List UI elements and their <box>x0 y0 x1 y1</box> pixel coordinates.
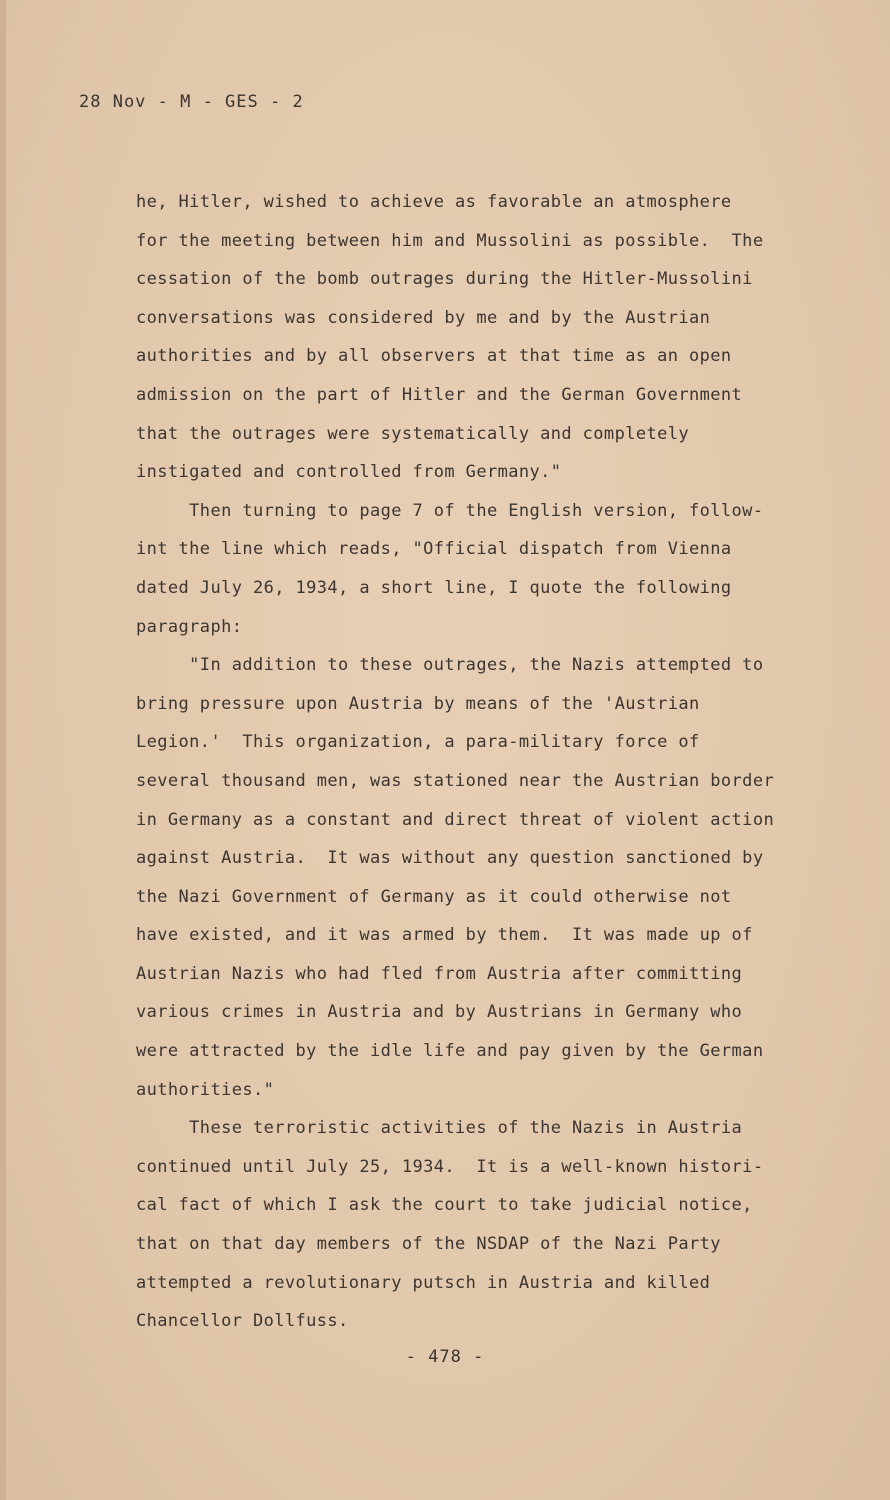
text-line: admission on the part of Hitler and the German Government <box>136 384 743 405</box>
text-line: cessation of the bomb outrages during the Hitler-Mussolini <box>136 269 753 290</box>
text-line: various crimes in Austria and by Austrians in Germany who <box>136 1002 743 1023</box>
text-line: continued until July 25, 1934. It is a well-known histori- <box>136 1156 764 1177</box>
text-line: several thousand men, was stationed near the Austrian border <box>136 770 775 791</box>
text-line: int the line which reads, "Official dispatch from Vienna <box>136 539 732 560</box>
text-line: Austrian Nazis who had fled from Austria after committing <box>136 963 743 984</box>
text-line: authorities and by all observers at that time as an open <box>136 346 732 367</box>
text-line: have existed, and it was armed by them. It was made up of <box>136 925 753 946</box>
page-edge <box>0 0 6 1500</box>
text-line: Then turning to page 7 of the English version, follow- <box>136 500 764 521</box>
text-line: authorities." <box>136 1079 275 1100</box>
text-line: Legion.' This organization, a para-military force of <box>136 732 700 753</box>
text-line: that on that day members of the NSDAP of the Nazi Party <box>136 1234 721 1255</box>
text-line: against Austria. It was without any question sanctioned by <box>136 848 764 869</box>
text-line: he, Hitler, wished to achieve as favorable an atmosphere <box>136 192 732 212</box>
text-line: "In addition to these outrages, the Nazis attempted to <box>136 655 764 676</box>
text-line: were attracted by the idle life and pay given by the German <box>136 1041 764 1062</box>
text-line: in Germany as a constant and direct threat of violent action <box>136 809 775 830</box>
text-line: bring pressure upon Austria by means of the 'Austrian <box>136 693 700 714</box>
page-header: 28 Nov - M - GES - 2 <box>79 92 304 112</box>
text-line: instigated and controlled from Germany." <box>136 462 562 483</box>
text-line: that the outrages were systematically and completely <box>136 423 690 444</box>
text-line: dated July 26, 1934, a short line, I quote the following <box>136 577 732 598</box>
text-line: paragraph: <box>136 616 243 637</box>
text-line: the Nazi Government of Germany as it could otherwise not <box>136 886 732 907</box>
text-line: Chancellor Dollfuss. <box>136 1311 349 1332</box>
text-line: cal fact of which I ask the court to take judicial notice, <box>136 1195 753 1216</box>
text-line: for the meeting between him and Mussolini as possible. The <box>136 230 764 251</box>
text-line: These terroristic activities of the Nazis in Austria <box>136 1118 743 1139</box>
text-line: attempted a revolutionary putsch in Austria and killed <box>136 1272 711 1293</box>
page-number: - 478 - <box>405 1347 485 1367</box>
body-text <box>136 183 836 1341</box>
text-line: conversations was considered by me and by the Austrian <box>136 307 711 328</box>
